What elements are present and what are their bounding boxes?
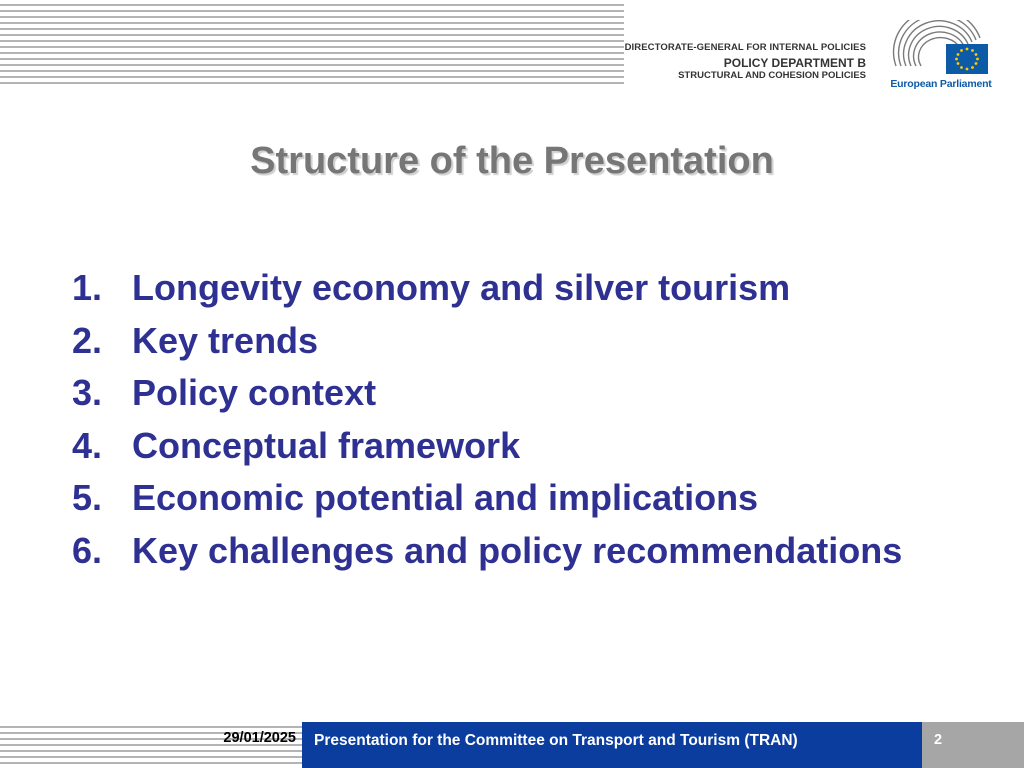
agenda-text: Policy context — [132, 372, 377, 413]
department-label: POLICY DEPARTMENT B — [723, 56, 866, 70]
agenda-number: 3. — [72, 372, 103, 413]
footer-date: 29/01/2025 — [223, 730, 296, 746]
logo-label: European Parliament — [890, 78, 992, 90]
footer-description-bar — [302, 722, 922, 768]
agenda-text: Economic potential and implications — [132, 477, 759, 518]
slide-title: Structure of the Presentation — [250, 140, 774, 182]
footer-description: Presentation for the Committee on Transport and Tourism (TRAN) — [314, 732, 798, 749]
agenda-item — [72, 472, 992, 525]
agenda-item — [72, 262, 992, 315]
hemicycle-flag-icon — [888, 20, 994, 78]
page-number-box — [922, 722, 1024, 768]
agenda-text: Conceptual framework — [132, 424, 521, 466]
agenda-list — [72, 262, 992, 577]
department-subtitle: STRUCTURAL AND COHESION POLICIES — [678, 70, 866, 81]
agenda-text: Key challenges and policy recommendations — [132, 529, 903, 571]
agenda-item — [72, 315, 992, 368]
european-parliament-logo — [888, 20, 994, 96]
header-stripes — [0, 0, 624, 86]
agenda-number: 1. — [72, 267, 103, 308]
agenda-item — [72, 367, 992, 420]
agenda-number: 6. — [72, 529, 103, 571]
agenda-number: 5. — [72, 477, 103, 518]
agenda-item — [72, 525, 992, 578]
directorate-label: DIRECTORATE-GENERAL FOR INTERNAL POLICIES — [624, 42, 866, 53]
page-number: 2 — [934, 732, 943, 748]
agenda-text: Key trends — [132, 319, 319, 361]
agenda-number: 2. — [72, 319, 103, 361]
agenda-text: Longevity economy and silver tourism — [132, 267, 791, 308]
agenda-number: 4. — [72, 424, 103, 466]
department-header — [625, 42, 866, 81]
agenda-item — [72, 420, 992, 473]
